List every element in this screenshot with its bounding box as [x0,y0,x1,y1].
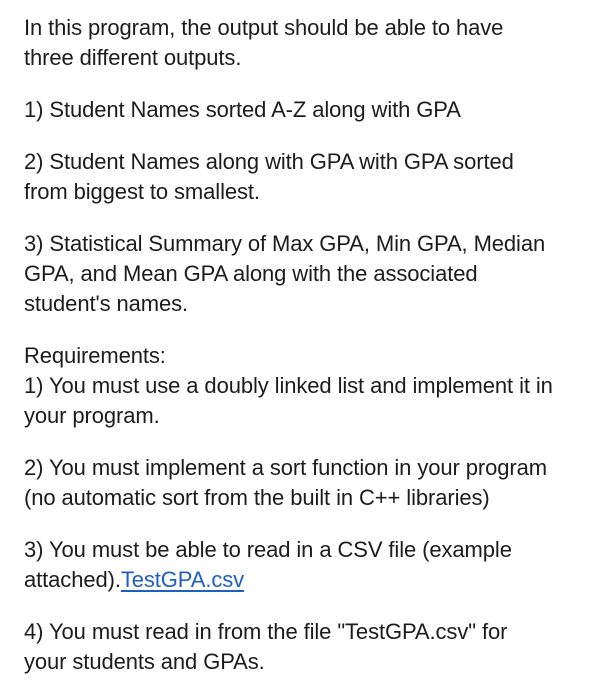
output-item-2 [24,147,612,207]
requirement-1 [24,341,612,431]
requirement-3 [24,535,612,595]
requirement-text: 2) You must implement a sort function in your program [24,455,547,480]
output-item-1 [24,95,612,125]
output-item-3 [24,229,612,319]
intro-paragraph [24,13,612,73]
output-item-text: 1) Student Names sorted A-Z along with GPA [24,97,461,122]
requirement-line [24,565,612,595]
output-item-text: 3) Statistical Summary of Max GPA, Min GPA, Median [24,231,546,256]
requirement-4 [24,617,612,677]
requirement-text: your program. [24,403,160,428]
requirement-text: your students and GPAs. [24,649,265,674]
requirement-text: attached). [24,567,121,592]
intro-line: three different outputs. [24,45,242,70]
intro-line: In this program, the output should be able to have [24,15,504,40]
requirement-2 [24,453,612,513]
requirement-text: 1) You must use a doubly linked list and implement it in [24,373,553,398]
requirement-text: 3) You must be able to read in a CSV file (example [24,537,512,562]
requirements-heading: Requirements: [24,343,166,368]
output-item-text: GPA, and Mean GPA along with the associated [24,261,478,286]
output-item-text: student's names. [24,291,189,316]
testgpa-csv-link[interactable]: TestGPA.csv [120,567,245,592]
output-item-text: 2) Student Names along with GPA with GPA sorted [24,149,514,174]
requirement-text: 4) You must read in from the file "TestGPA.csv" for [24,619,508,644]
requirement-text: (no automatic sort from the built in C++ libraries) [24,485,490,510]
output-item-text: from biggest to smallest. [24,179,260,204]
document-body [24,13,612,699]
